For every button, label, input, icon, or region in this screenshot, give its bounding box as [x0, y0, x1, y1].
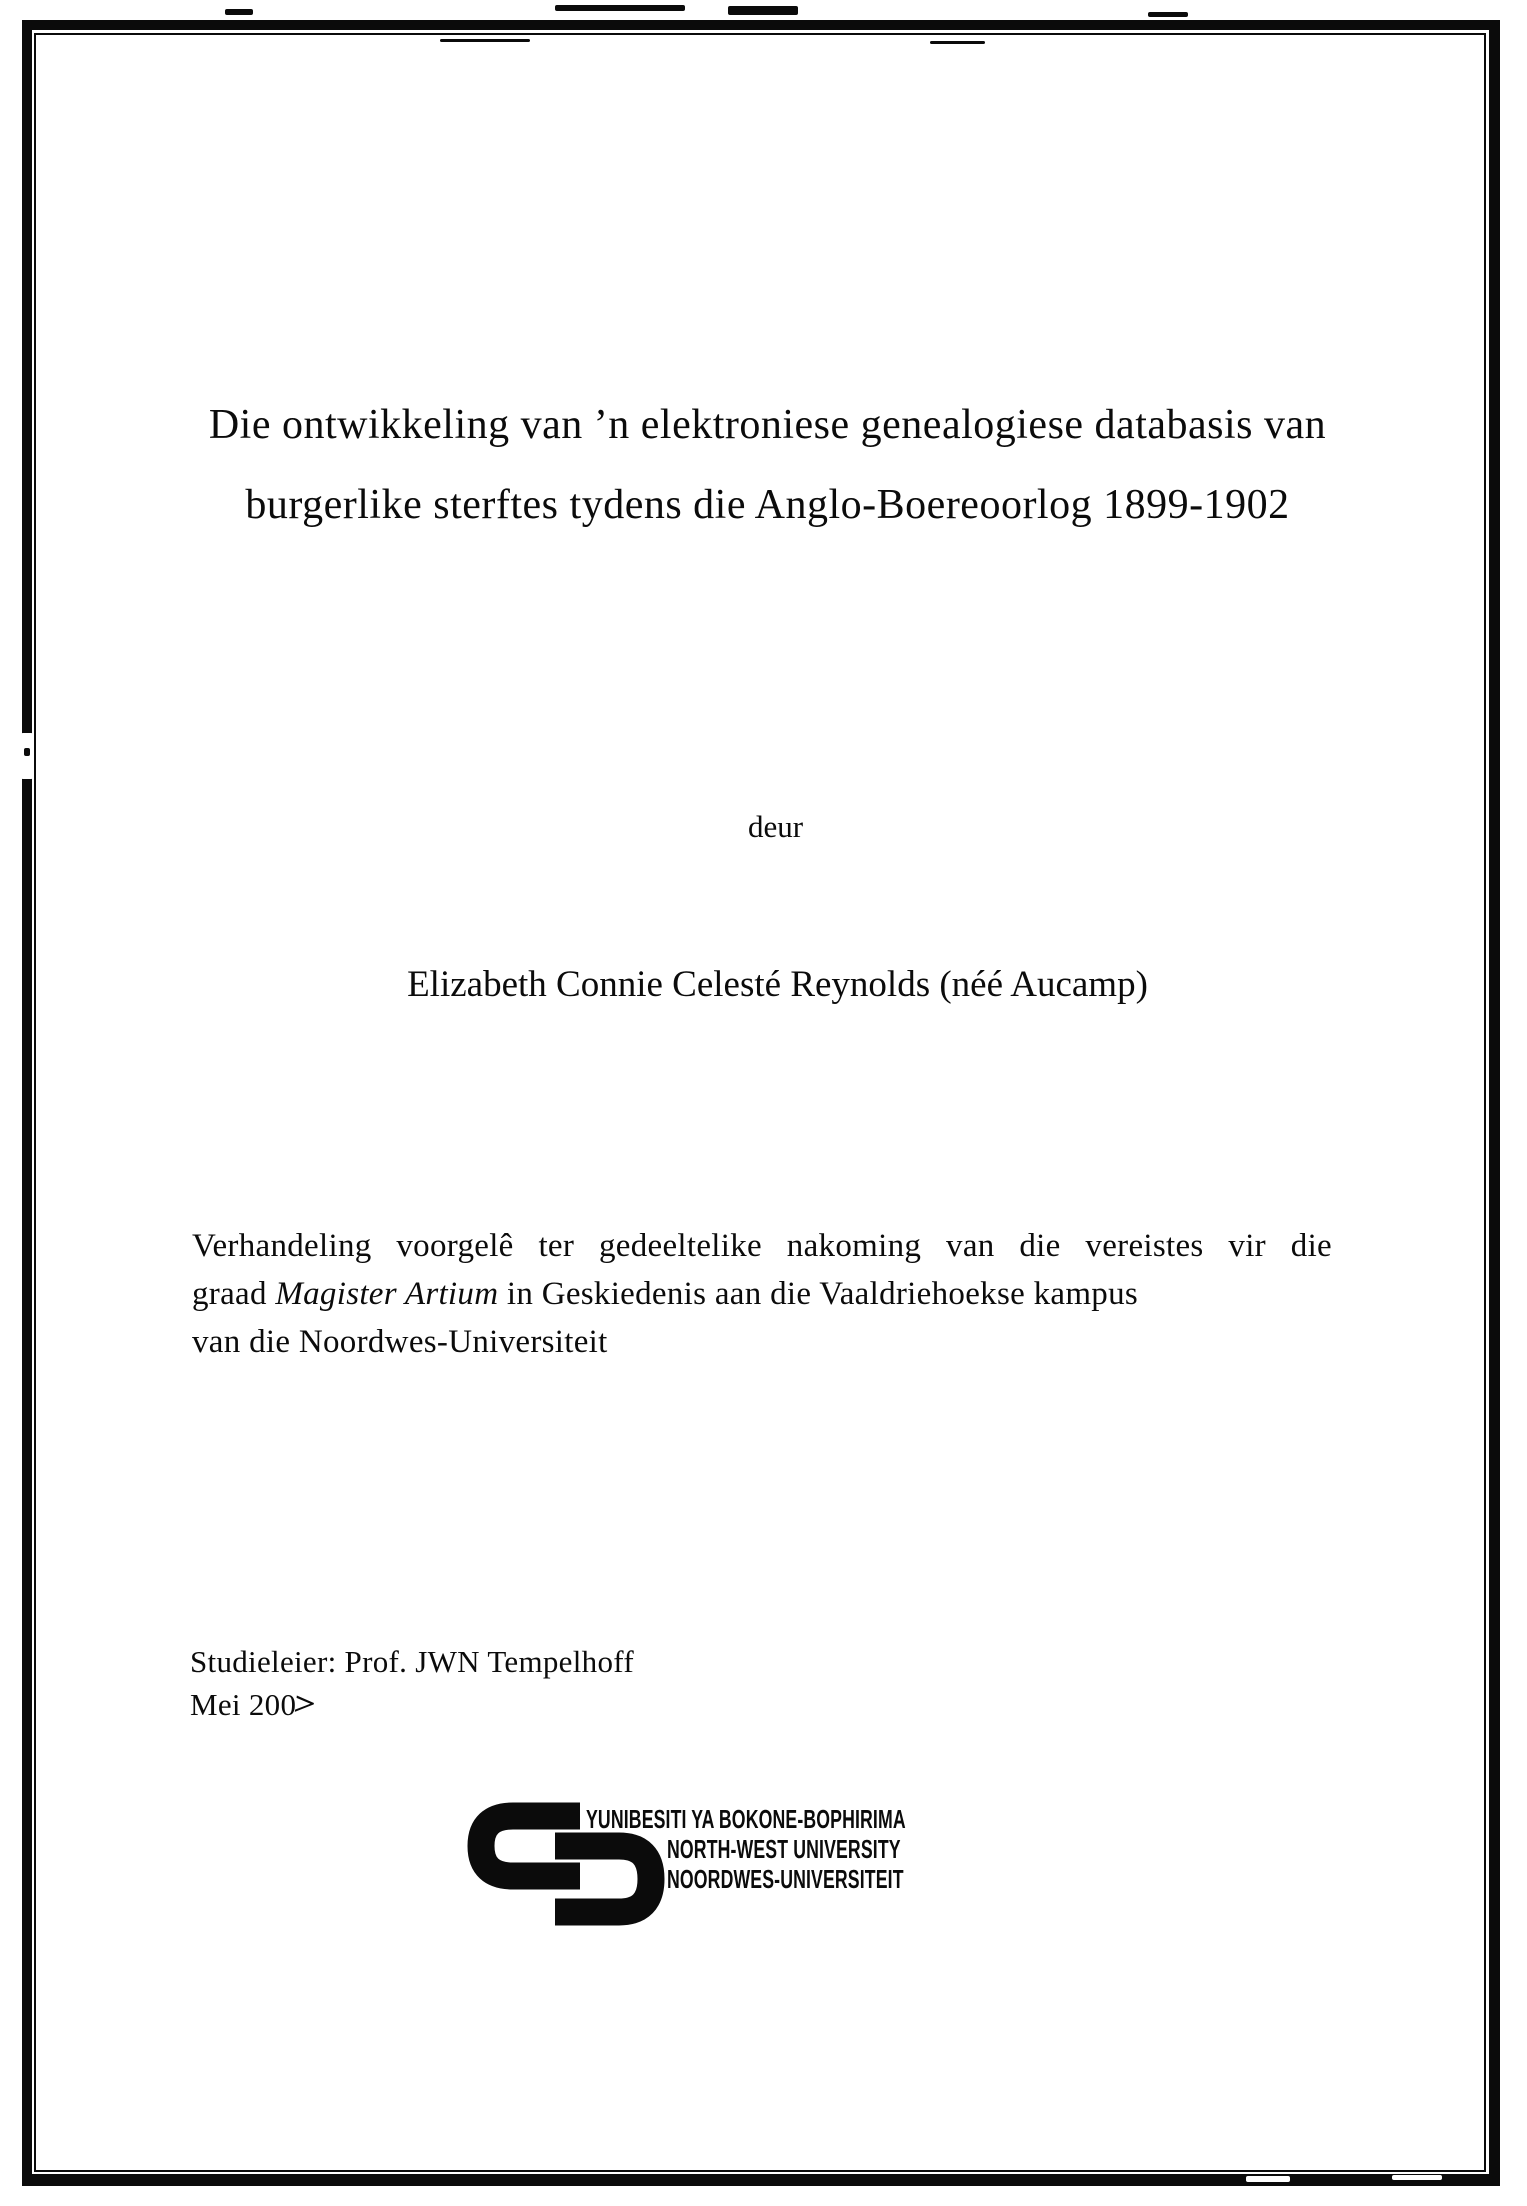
thesis-title-line-2: burgerlike sterftes tydens die Anglo-Boereoorlog 1899-1902 [245, 482, 1290, 528]
supervisor-line: Studieleier: Prof. JWN Tempelhoff [190, 1644, 634, 1679]
byline-label: deur [747, 809, 804, 844]
date-last-digit: > [291, 1685, 319, 1722]
declaration-line-2 [192, 1270, 1332, 1318]
scan-noise [728, 6, 798, 15]
date-prefix: Mei 200 [190, 1687, 297, 1722]
degree-name-italic: Magister Artium [275, 1276, 499, 1312]
degree-declaration [192, 1222, 1332, 1366]
declaration-line-2-suffix: in Geskiedenis aan die Vaaldriehoekse kampus [498, 1276, 1139, 1312]
scan-noise [555, 5, 685, 11]
declaration-line-2-prefix: graad [192, 1276, 276, 1312]
scan-noise [1148, 12, 1188, 17]
date-line [190, 1683, 634, 1726]
supervisor-and-date [190, 1640, 634, 1726]
scan-noise [225, 9, 253, 15]
logo-text-setswana: YUNIBESITI YA BOKONE-BOPHIRIMA [586, 1804, 906, 1834]
thesis-title-line-1: Die ontwikkeling van ’n elektroniese genealogiese databasis van [208, 402, 1327, 448]
declaration-line-3: van die Noordwes-Universiteit [192, 1324, 608, 1360]
thesis-title [4, 385, 1527, 545]
declaration-line-1: Verhandeling voorgelê ter gedeeltelike nakoming van die vereistes vir die [192, 1228, 1332, 1264]
author-name: Elizabeth Connie Celesté Reynolds (néé Aucamp) [407, 964, 1148, 1005]
logo-text-english: NORTH-WEST UNIVERSITY [667, 1834, 901, 1864]
university-logo [466, 1801, 936, 1933]
logo-text-afrikaans: NOORDWES-UNIVERSITEIT [667, 1864, 904, 1894]
